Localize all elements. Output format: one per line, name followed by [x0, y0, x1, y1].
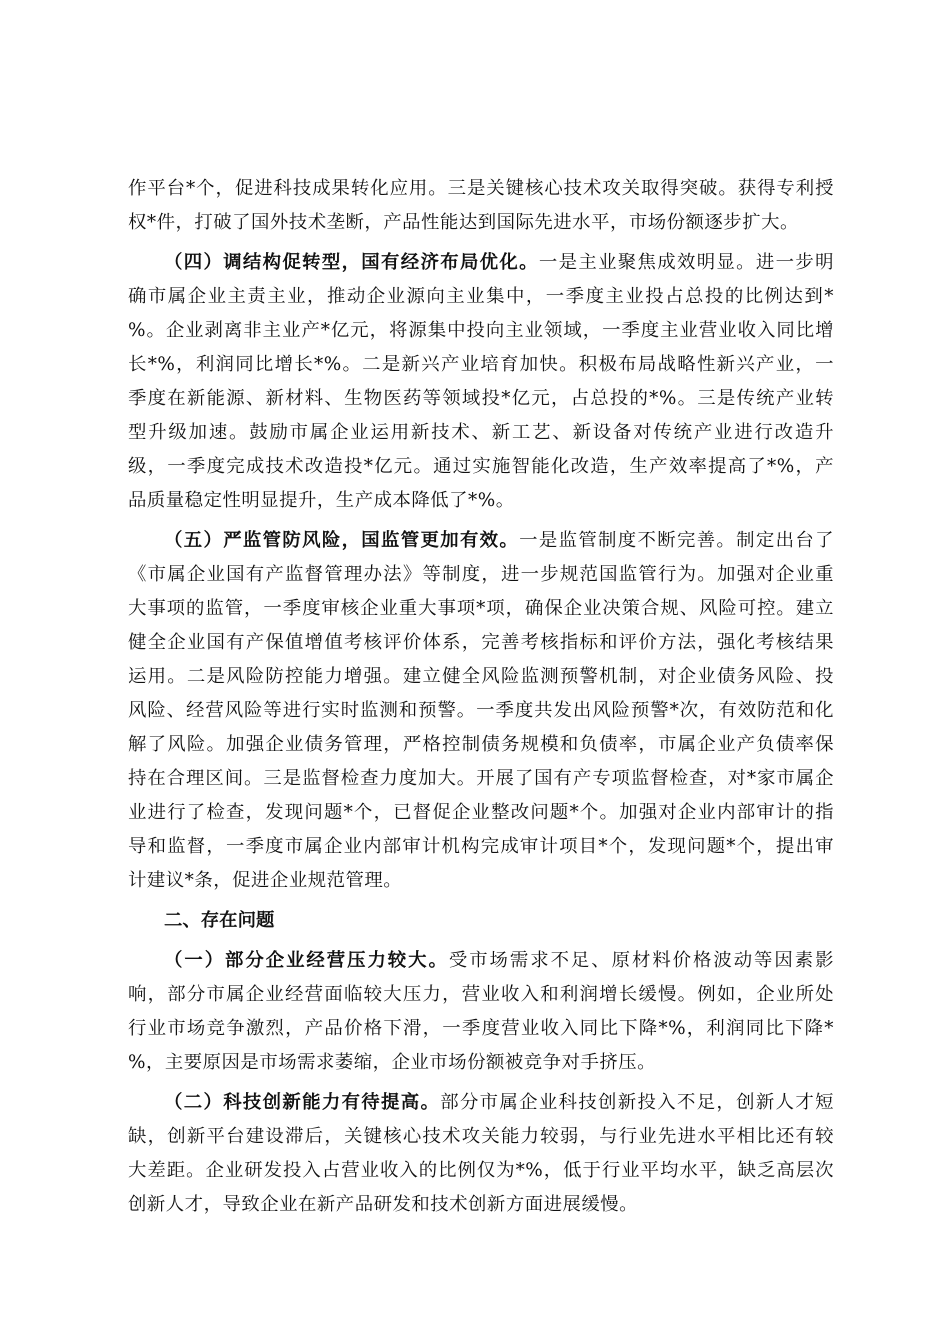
text-line: 持在合理区间。三是监督检查力度加大。开展了国有产专项监督检查，对*家市属企 [128, 768, 834, 789]
paragraph-issue-one [128, 944, 834, 1080]
text-line: 季度在新能源、新材料、生物医药等领域投*亿元，占总投的*%。三是传统产业转 [128, 388, 834, 409]
text-line: 大差距。企业研发投入占营业收入的比例仅为*%，低于行业平均水平，缺乏高层次 [128, 1160, 834, 1181]
text-line: 健全企业国有产保值增值考核评价体系，完善考核指标和评价方法，强化考核结果 [128, 632, 834, 653]
text-line: 长*%，利润同比增长*%。二是新兴产业培育加快。积极布局战略性新兴产业，一 [128, 354, 834, 375]
paragraph-section-five [128, 524, 834, 898]
paragraph-lead-heading: （五）严监管防风险，国监管更加有效。 [164, 530, 520, 551]
text-run: 一是主业聚焦成效明显。进一步明 [538, 252, 834, 273]
text-line [128, 1086, 834, 1120]
section-heading: 二、存在问题 [164, 910, 275, 931]
paragraph-lead-heading: （一）部分企业经营压力较大。 [164, 950, 449, 971]
text-line: 作平台*个，促进科技成果转化应用。三是关键核心技术攻关取得突破。获得专利授 [128, 178, 834, 199]
text-line: 级，一季度完成技术改造投*亿元。通过实施智能化改造，生产效率提高了*%，产 [128, 456, 834, 477]
paragraph-lead-heading: （二）科技创新能力有待提高。 [164, 1092, 441, 1113]
text-line: 创新人才，导致企业在新产品研发和技术创新方面进展缓慢。 [128, 1194, 639, 1215]
text-line: 导和监督，一季度市属企业内部审计机构完成审计项目*个，发现问题*个，提出审 [128, 836, 834, 857]
text-line: 型升级加速。鼓励市属企业运用新技术、新工艺、新设备对传统产业进行改造升 [128, 422, 834, 443]
text-line: 行业市场竞争激烈，产品价格下滑，一季度营业收入同比下降*%，利润同比下降* [128, 1018, 834, 1039]
text-line: 品质量稳定性明显提升，生产成本降低了*%。 [128, 490, 515, 511]
text-line: 大事项的监管，一季度审核企业重大事项*项，确保企业决策合规、风险可控。建立 [128, 598, 834, 619]
paragraph-lead-heading: （四）调结构促转型，国有经济布局优化。 [164, 252, 539, 273]
text-line: %。企业剥离非主业产*亿元，将源集中投向主业领域，一季度主业营业收入同比增 [128, 320, 834, 341]
text-line: 运用。二是风险防控能力增强。建立健全风险监测预警机制，对企业债务风险、投 [128, 666, 834, 687]
text-line: 确市属企业主责主业，推动企业源向主业集中，一季度主业投占总投的比例达到* [128, 286, 834, 307]
text-line: %，主要原因是市场需求萎缩，企业市场份额被竞争对手挤压。 [128, 1052, 657, 1073]
text-line: 计建议*条，促进企业规范管理。 [128, 870, 403, 891]
text-line [128, 524, 834, 558]
paragraph-issue-two [128, 1086, 834, 1222]
text-run: 一是监管制度不断完善。制定出台了 [519, 530, 834, 551]
text-line: 《市属企业国有产监督管理办法》等制度，进一步规范国监管行为。加强对企业重 [128, 564, 834, 585]
text-line: 缺，创新平台建设滞后，关键核心技术攻关能力较弱，与行业先进水平相比还有较 [128, 1126, 834, 1147]
text-run: 受市场需求不足、原材料价格波动等因素影 [448, 950, 834, 971]
text-line: 权*件，打破了国外技术垄断，产品性能达到国际先进水平，市场份额逐步扩大。 [128, 212, 799, 233]
text-line: 响，部分市属企业经营面临较大压力，营业收入和利润增长缓慢。例如，企业所处 [128, 984, 834, 1005]
text-run: 部分市属企业科技创新投入不足，创新人才短 [440, 1092, 834, 1113]
text-line: 解了风险。加强企业债务管理，严格控制债务规模和负债率，市属企业产负债率保 [128, 734, 834, 755]
text-line: 风险、经营风险等进行实时监测和预警。一季度共发出风险预警*次，有效防范和化 [128, 700, 834, 721]
text-line: 业进行了检查，发现问题*个，已督促企业整改问题*个。加强对企业内部审计的指 [128, 802, 834, 823]
paragraph-section-four [128, 246, 834, 518]
text-line [128, 944, 834, 978]
text-line [128, 246, 834, 280]
paragraph-continuation [128, 172, 834, 240]
document-body [128, 172, 834, 1228]
